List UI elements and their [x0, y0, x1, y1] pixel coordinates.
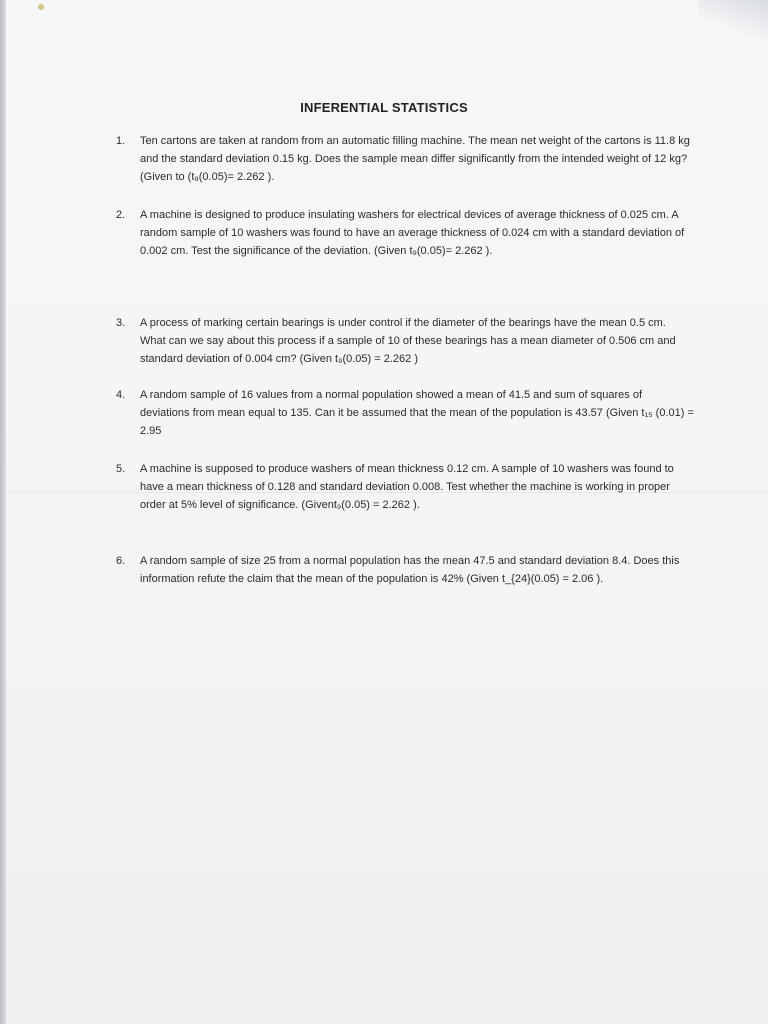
question-text: A random sample of 16 values from a normal population showed a mean of 41.5 and sum of squares of deviations from mean equal to 135. Can it be assumed that the mean of the population is 43.57 (Given t₁₅ (0.01) = 2.95	[140, 389, 694, 437]
question-text: A random sample of size 25 from a normal population has the mean 47.5 and standard deviation 8.4. Does this information refute the claim that the mean of the population is 42% (Given t_{24}(0.05) = 2.06 ).	[140, 555, 680, 585]
question-number: 1.	[116, 135, 126, 147]
question-number: 5.	[116, 463, 126, 475]
question-text: Ten cartons are taken at random from an automatic filling machine. The mean net weight of the cartons is 11.8 kg and the standard deviation 0.15 kg. Does the sample mean differ significantly from the intended weight of 12 kg? (Given to (t₉(0.05)= 2.262 ).	[140, 135, 690, 183]
question-text: A process of marking certain bearings is under control if the diameter of the bearings have the mean 0.5 cm. What can we say about this process if a sample of 10 of these bearings has a mean diameter of 0.506 cm and standard deviation of 0.004 cm? (Given t₉(0.05) = 2.262 )	[140, 317, 676, 365]
question-text: A machine is designed to produce insulating washers for electrical devices of average thickness of 0.025 cm. A random sample of 10 washers was found to have an average thickness of 0.024 cm with a standard deviation of 0.002 cm. Test the significance of the deviation. (Given t₉(0.05)= 2.262 ).	[140, 209, 685, 257]
question-number: 6.	[116, 555, 126, 567]
question-text: A machine is supposed to produce washers of mean thickness 0.12 cm. A sample of 10 washers was found to have a mean thickness of 0.128 and standard deviation 0.008. Test whether the machine is working in proper order at 5% level of significance. (Givent₉(0.05) = 2.262 ).	[140, 463, 674, 511]
question-item	[116, 460, 694, 514]
page-fold-shadow	[698, 0, 768, 40]
question-number: 4.	[116, 389, 126, 401]
question-item	[116, 552, 694, 588]
document-title: INFERENTIAL STATISTICS	[300, 100, 468, 115]
paper-speck	[38, 4, 44, 10]
question-number: 2.	[116, 209, 126, 221]
page-edge	[0, 0, 6, 1024]
question-item	[116, 386, 694, 440]
question-number: 3.	[116, 317, 126, 329]
question-item	[116, 132, 694, 186]
question-item	[116, 206, 694, 260]
question-item	[116, 314, 694, 368]
